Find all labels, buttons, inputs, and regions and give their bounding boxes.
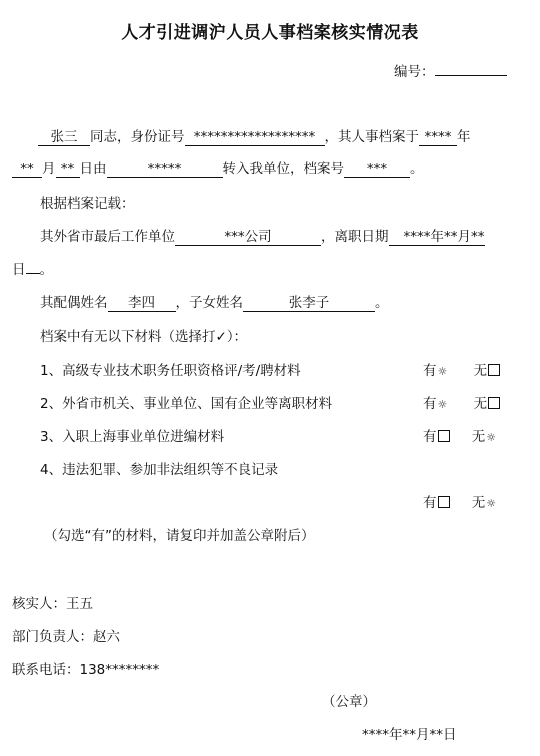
item-1-text: 1、高级专业技术职务任职资格评/考/聘材料	[40, 363, 301, 379]
materials-intro-text: 档案中有无以下材料（选择打	[40, 329, 216, 345]
para3-line	[40, 291, 389, 312]
page-title: 人才引进调沪人员人事档案核实情况表	[121, 23, 419, 43]
checkbox[interactable]	[488, 364, 500, 376]
materials-intro-end: ）：	[226, 329, 248, 345]
item-4-text: 4、违法犯罪、参加非法组织等不良记录	[40, 462, 279, 478]
para2-text-1: 其外省市最后工作单位	[40, 229, 175, 245]
check-mark-icon: ✓	[215, 329, 227, 345]
spouse-field: 李四	[108, 295, 176, 312]
para2-text-4: 。	[39, 262, 53, 278]
dept-head: 部门负责人：赵六	[12, 629, 120, 645]
yes-label: 有	[423, 396, 437, 412]
para1-line1	[38, 125, 471, 146]
para2-line2	[12, 258, 53, 278]
records-intro: 根据档案记载：	[40, 196, 135, 212]
yes-label: 有	[423, 495, 437, 511]
no-label: 无	[473, 396, 488, 412]
checkbox[interactable]	[438, 430, 450, 442]
number-value	[435, 75, 507, 76]
item-4-options	[423, 491, 496, 511]
para1-line2	[12, 157, 424, 178]
number-field	[394, 60, 507, 80]
para1-text-3: 年	[457, 129, 471, 145]
para3-text-1: 其配偶姓名	[40, 295, 108, 311]
para1-text-7: 。	[410, 161, 424, 177]
month-field: **	[12, 161, 42, 178]
no-label: 无	[471, 495, 486, 511]
no-label: 无	[471, 429, 486, 445]
child-field: 张李子	[243, 295, 375, 312]
yes-label: 有	[423, 429, 437, 445]
checkbox[interactable]	[438, 496, 450, 508]
para3-text-2: ，子女姓名	[175, 295, 243, 311]
number-label: 编号：	[394, 64, 435, 80]
para1-text-2: ，其人事档案于	[324, 129, 419, 145]
materials-intro	[40, 325, 247, 345]
phone: 联系电话：138********	[12, 662, 160, 678]
para1-text-5: 日由	[79, 161, 107, 177]
leave-date-field: ****年**月**	[389, 229, 485, 246]
selected-mark-icon[interactable]: ☼	[437, 398, 448, 411]
para1-text-4: 月	[42, 161, 56, 177]
checkbox[interactable]	[488, 397, 500, 409]
para2-text-3: 日	[12, 262, 26, 278]
no-label: 无	[473, 363, 488, 379]
item-2-options	[423, 392, 500, 412]
from-unit-field: *****	[107, 161, 223, 178]
para3-text-3: 。	[375, 295, 389, 311]
leave-date-tail	[26, 273, 40, 274]
item-1-options	[423, 359, 500, 379]
name-field: 张三	[38, 129, 90, 146]
para1-text-6: 转入我单位，档案号	[222, 161, 344, 177]
selected-mark-icon[interactable]: ☼	[486, 497, 497, 510]
day-field: **	[56, 161, 80, 178]
year-field: ****	[419, 129, 457, 146]
id-number-field: ******************	[185, 129, 325, 146]
para2-text-2: ，离职日期	[321, 229, 389, 245]
selected-mark-icon[interactable]: ☼	[437, 365, 448, 378]
yes-label: 有	[423, 363, 437, 379]
verifier: 核实人：王五	[12, 596, 93, 612]
sign-date: ****年**月**日	[362, 727, 457, 743]
para2-line1	[40, 225, 485, 246]
selected-mark-icon[interactable]: ☼	[486, 431, 497, 444]
file-number-field: ***	[344, 161, 410, 178]
item-3-options	[423, 425, 496, 445]
note: （勾选“有”的材料，请复印并加盖公章附后）	[44, 528, 315, 544]
last-unit-field: ***公司	[175, 229, 321, 246]
item-3-text: 3、入职上海事业单位进编材料	[40, 429, 225, 445]
seal-label: （公章）	[322, 694, 376, 710]
para1-text-1: 同志，身份证号	[90, 129, 185, 145]
item-2-text: 2、外省市机关、事业单位、国有企业等离职材料	[40, 396, 333, 412]
